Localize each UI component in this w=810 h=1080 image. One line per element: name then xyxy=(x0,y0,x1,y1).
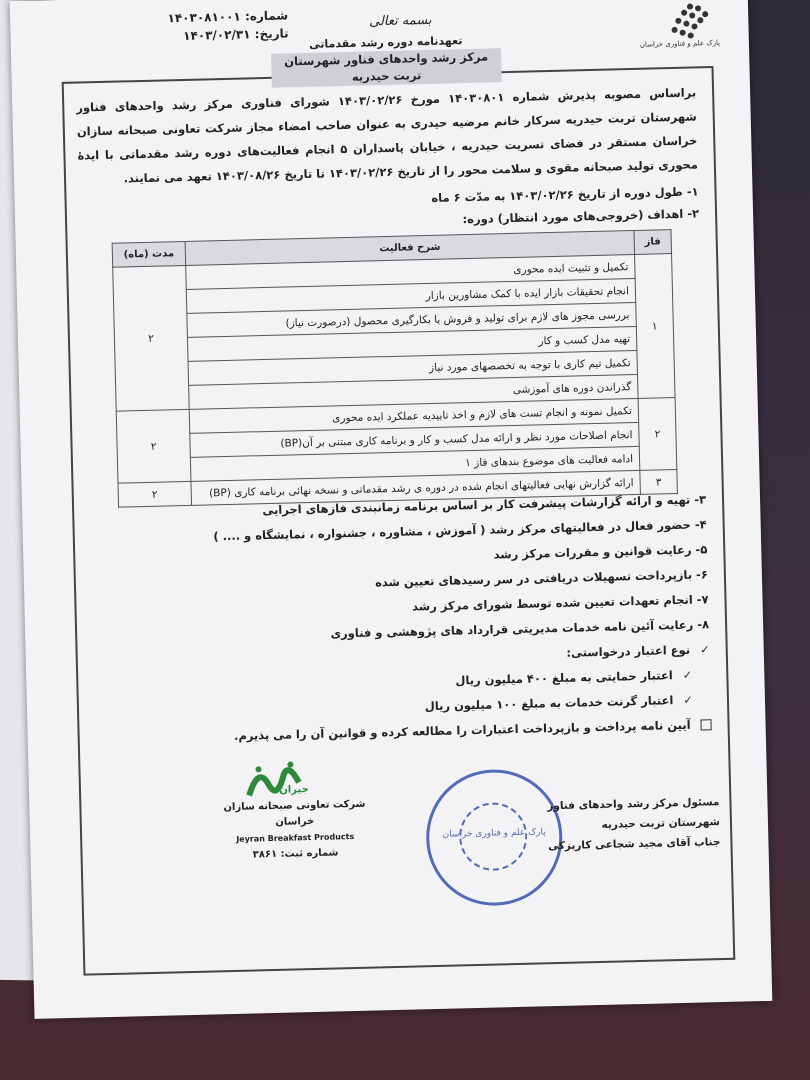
list-item: ۶- بازپرداخت تسهیلات دریافتی در سر رسیدهای تعیین شده xyxy=(374,567,709,590)
manager-title: مسئول مرکز رشد واحدهای فناور شهرستان تربت حیدریه xyxy=(547,796,721,831)
duration-cell: ۲ xyxy=(118,481,192,507)
company-signature-block xyxy=(209,780,381,864)
document-page xyxy=(10,0,773,1019)
manager-name: جناب آقای مجید شجاعی کاریزکی xyxy=(547,836,721,853)
checkmark-icon: ✓ xyxy=(683,692,694,707)
item-goals: ۲- اهداف (خروجی‌های مورد انتظار) دوره: xyxy=(462,206,700,227)
col-phase-header: فاز xyxy=(634,230,672,255)
company-brand: جیران xyxy=(279,784,309,796)
document-number: شماره: ۱۴۰۳۰۸۱۰۰۱ xyxy=(167,8,289,26)
checkbox-icon xyxy=(700,719,711,730)
science-park-logo-icon xyxy=(650,0,722,70)
document-subtitle: مرکز رشد واحدهای فناور شهرستان تربت حیدریه xyxy=(271,48,502,88)
company-registration: شماره ثبت: ۳۸۶۱ xyxy=(252,847,339,861)
activities-table xyxy=(112,229,678,508)
bismillah-heading: بسمه تعالی xyxy=(368,12,432,30)
logo-caption: پارک علم و فناوری خراسان xyxy=(639,38,721,49)
duration-cell: ۲ xyxy=(113,265,189,411)
credit-option-label: اعتبار حمایتی به مبلغ ۴۰۰ میلیون ریال xyxy=(455,668,673,688)
item-duration: ۱- طول دوره از تاریخ ۱۴۰۳/۰۲/۲۶ به مدّت ۶ ماه xyxy=(431,184,699,205)
activity-cell: تکمیل و تثبیت ایده محوری xyxy=(186,254,635,289)
credit-type-heading: نوع اعتبار درخواستی: xyxy=(566,642,691,660)
activity-cell: تکمیل تیم کاری با توجه به تخصصهای مورد نیاز xyxy=(188,350,637,385)
manager-signature-block xyxy=(509,792,720,857)
duration-cell: ۲ xyxy=(116,409,191,483)
company-brand-en: Jeyran Breakfast Products xyxy=(236,832,355,844)
list-item: ۴- حضور فعال در فعالیتهای مرکز رشد ( آموزش ، مشاوره ، جشنواره ، نمایشگاه و .... ) xyxy=(213,517,707,544)
list-item: ۵- رعایت قوانین و مقررات مرکز رشد xyxy=(493,542,708,562)
list-item: ۳- تهیه و ارائه گزارشات پیشرفت کار بر اساس برنامه زمانبندی فازهای اجرایی xyxy=(262,492,707,518)
activity-cell: ارائه گزارش نهایی فعالیتهای انجام شده در دوره ی رشد مقدماتی و نسخه نهائی برنامه کاری (BP) xyxy=(191,470,640,505)
activity-cell: گذراندن دوره های آموزشی xyxy=(189,374,638,409)
company-name: شرکت تعاونی صبحانه سازان خراسان xyxy=(223,798,366,828)
document-title: تعهدنامه دوره رشد مقدماتی xyxy=(309,34,463,51)
list-item: ۸- رعایت آئین نامه خدمات مدیریتی قرارداد های پژوهشی و فناوری xyxy=(330,617,710,641)
list-item: ۷- انجام تعهدات تعیین شده توسط شورای مرکز رشد xyxy=(411,592,709,614)
col-description-header: شرح فعالیت xyxy=(185,230,634,265)
seal-text: پارک علم و فناوری خراسان xyxy=(442,827,546,840)
obligations-list xyxy=(86,492,712,757)
credit-option-label: اعتبار گرنت خدمات به مبلغ ۱۰۰ میلیون ریال xyxy=(424,693,674,714)
title-block xyxy=(271,31,502,88)
checkmark-icon: ✓ xyxy=(682,667,693,682)
activity-cell: بررسی مجوز های لازم برای تولید و فروش یا بکارگیری محصول (درصورت نیاز) xyxy=(187,302,636,337)
document-date: تاریخ: ۱۴۰۳/۰۲/۳۱ xyxy=(182,26,289,43)
agreement-text: آیین نامه پرداخت و بازپرداخت اعتبارات را مطالعه کرده و قوانین آن را می پذیرم. xyxy=(233,717,691,743)
phase-cell: ۳ xyxy=(640,470,678,495)
phase-cell: ۱ xyxy=(635,254,676,399)
checkmark-icon: ✓ xyxy=(699,642,710,657)
document-meta xyxy=(88,6,289,47)
activity-cell: انجام تحقیقات بازار ایده با کمک مشاورین بازار xyxy=(186,278,635,313)
activity-cell: تکمیل نمونه و انجام تست های لازم و اخذ تاییدیه عملکرد ایده محوری xyxy=(189,398,638,433)
phase-cell: ۲ xyxy=(638,398,677,471)
activity-cell: انجام اصلاحات مورد نظر و ارائه مدل کسب و کار و برنامه کاری مبتنی بر آن(BP) xyxy=(190,422,639,457)
activity-cell: ادامه فعالیت های موضوع بندهای فاز ۱ xyxy=(190,446,639,481)
activity-cell: تهیه مدل کسب و کار xyxy=(187,326,636,361)
col-duration-header: مدت (ماه) xyxy=(112,241,186,267)
intro-paragraph: براساس مصوبه پذیرش شماره ۱۴۰۳۰۸۰۱ مورخ ۱۴۰۳/۰۲/۲۶ شورای فناوری مرکز رشد واحدهای فناور شهرستان تربت حیدریه سرکار خانم مرضیه حیدری به عنوان صاحب امضاء مجاز شرکت تعاونی صبحانه سازان خراسان مستقر در فضای تسریت حیدریه ، خیابان پاسداران ۵ انجام فعالیت‌های دوره رشد مقدماتی با ایدهٔ محوری تولید صبحانه مقوی و سلامت محور را از تاریخ ۱۴۰۳/۰۲/۲۶ تا تاریخ ۱۴۰۳/۰۸/۲۶ تعهد می نمایند. xyxy=(76,85,699,186)
